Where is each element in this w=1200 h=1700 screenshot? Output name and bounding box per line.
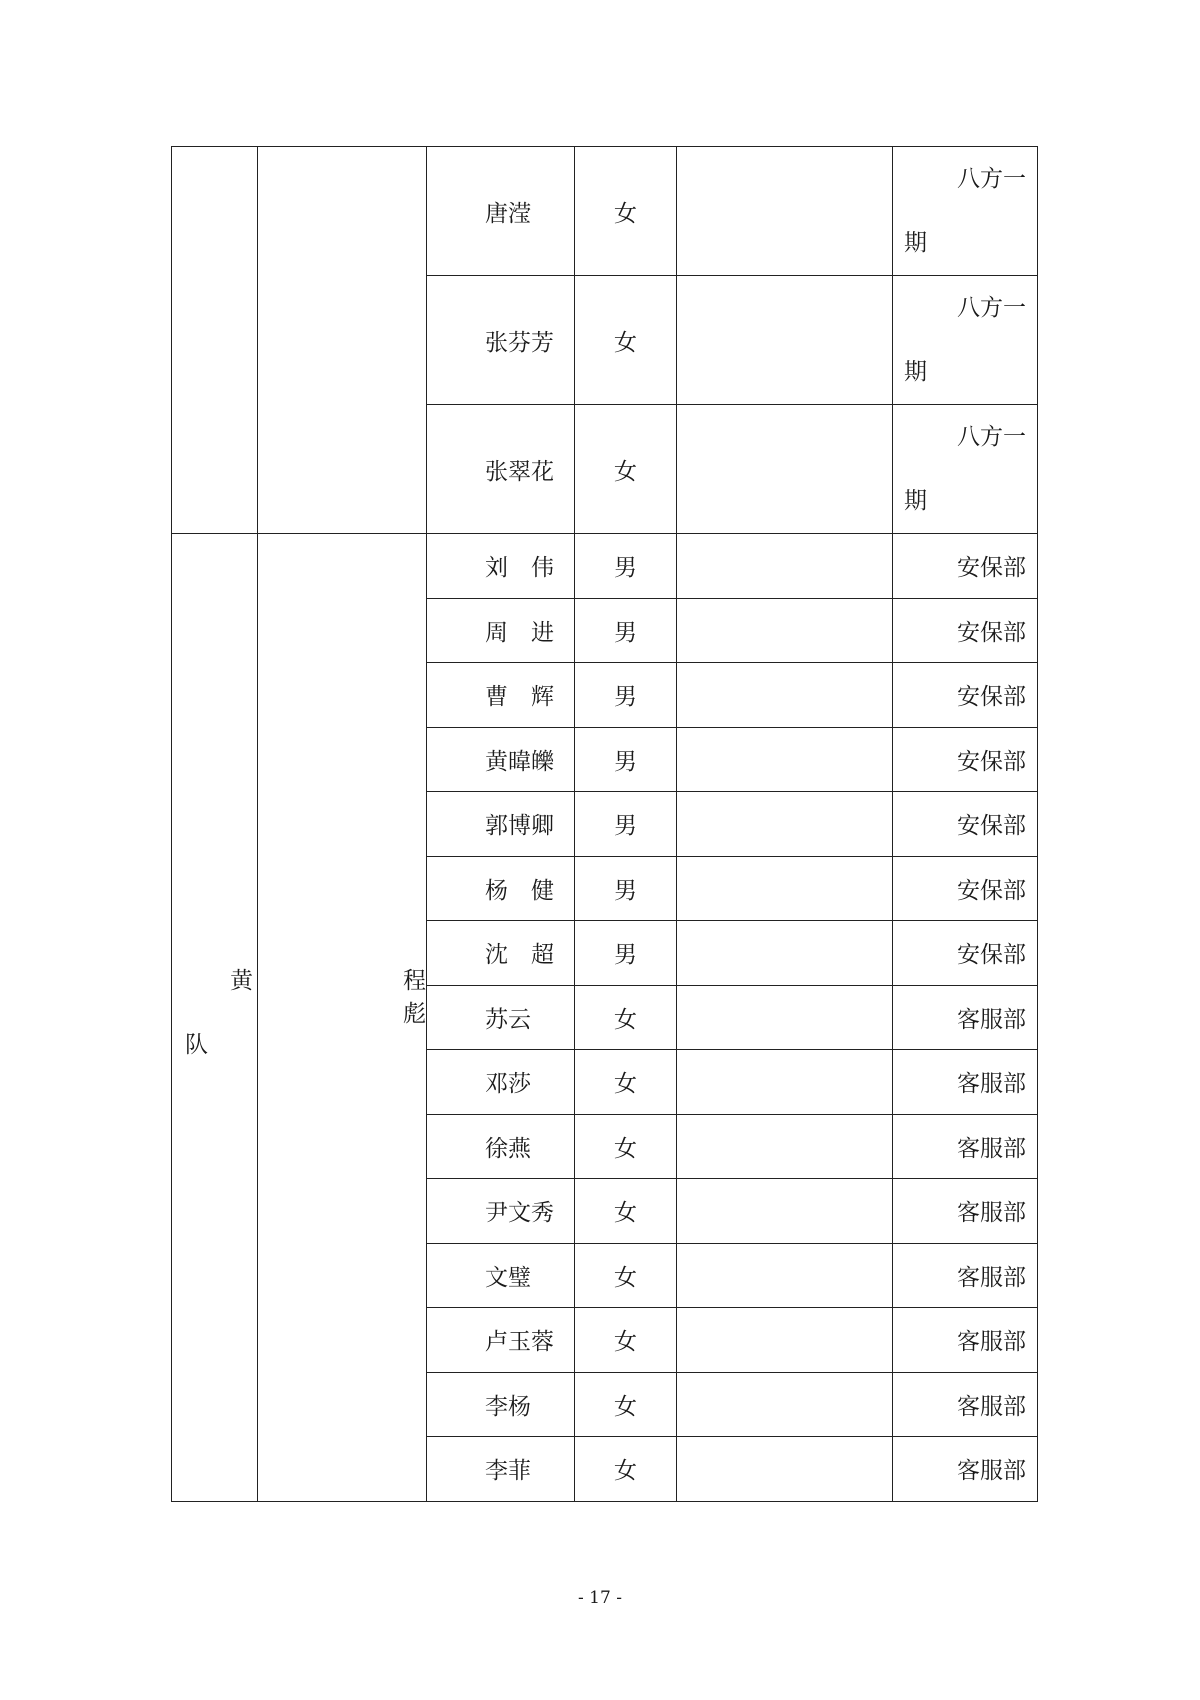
department-line1: 八方一	[957, 424, 1026, 450]
name-cell: 张芬芳	[427, 276, 575, 405]
department-cell: 客服部	[893, 1308, 1038, 1373]
department-line2: 期	[904, 359, 927, 385]
name-cell: 尹文秀	[427, 1179, 575, 1244]
gender-cell: 男	[575, 856, 677, 921]
name-cell: 沈 超	[427, 921, 575, 986]
gender-cell: 女	[575, 1050, 677, 1115]
gender-cell: 男	[575, 663, 677, 728]
department-cell	[893, 147, 1038, 276]
note-cell	[677, 1437, 893, 1502]
gender-cell: 女	[575, 276, 677, 405]
leader-cell	[258, 534, 427, 1502]
note-cell	[677, 1179, 893, 1244]
name-cell: 曹 辉	[427, 663, 575, 728]
note-cell	[677, 792, 893, 857]
note-cell	[677, 534, 893, 599]
note-cell	[677, 1114, 893, 1179]
gender-cell: 女	[575, 1437, 677, 1502]
name-cell: 李杨	[427, 1372, 575, 1437]
note-cell	[677, 1243, 893, 1308]
department-cell: 安保部	[893, 663, 1038, 728]
name-cell: 杨 健	[427, 856, 575, 921]
name-cell: 文璧	[427, 1243, 575, 1308]
note-cell	[677, 1308, 893, 1373]
gender-cell: 男	[575, 792, 677, 857]
note-cell	[677, 405, 893, 534]
department-cell: 安保部	[893, 534, 1038, 599]
department-cell: 客服部	[893, 1243, 1038, 1308]
gender-cell: 女	[575, 1308, 677, 1373]
department-line1: 八方一	[957, 166, 1026, 192]
name-cell: 黄暐皪	[427, 727, 575, 792]
team-label-part2: 队	[185, 1032, 208, 1058]
department-cell: 安保部	[893, 921, 1038, 986]
gender-cell: 男	[575, 727, 677, 792]
gender-cell: 女	[575, 985, 677, 1050]
note-cell	[677, 598, 893, 663]
note-cell	[677, 1050, 893, 1115]
team-leader-name: 程彪	[403, 968, 426, 1027]
department-cell	[893, 405, 1038, 534]
department-line1: 八方一	[957, 295, 1026, 321]
gender-cell: 女	[575, 1114, 677, 1179]
department-cell: 客服部	[893, 985, 1038, 1050]
gender-cell: 女	[575, 405, 677, 534]
note-cell	[677, 921, 893, 986]
gender-cell: 男	[575, 598, 677, 663]
name-cell: 刘 伟	[427, 534, 575, 599]
department-cell: 客服部	[893, 1179, 1038, 1244]
note-cell	[677, 147, 893, 276]
note-cell	[677, 276, 893, 405]
gender-cell: 女	[575, 1243, 677, 1308]
note-cell	[677, 1372, 893, 1437]
name-cell: 邓莎	[427, 1050, 575, 1115]
name-cell: 唐滢	[427, 147, 575, 276]
gender-cell: 男	[575, 534, 677, 599]
leader-cell-empty	[258, 147, 427, 534]
name-cell: 张翠花	[427, 405, 575, 534]
department-cell: 客服部	[893, 1372, 1038, 1437]
name-cell: 周 进	[427, 598, 575, 663]
gender-cell: 男	[575, 921, 677, 986]
gender-cell: 女	[575, 1372, 677, 1437]
note-cell	[677, 856, 893, 921]
note-cell	[677, 985, 893, 1050]
department-cell: 安保部	[893, 792, 1038, 857]
gender-cell: 女	[575, 147, 677, 276]
note-cell	[677, 727, 893, 792]
name-cell: 苏云	[427, 985, 575, 1050]
department-cell	[893, 276, 1038, 405]
department-cell: 客服部	[893, 1114, 1038, 1179]
name-cell: 徐燕	[427, 1114, 575, 1179]
department-cell: 安保部	[893, 856, 1038, 921]
department-cell: 客服部	[893, 1050, 1038, 1115]
roster-table	[171, 146, 1038, 1502]
department-line2: 期	[904, 488, 927, 514]
table-row	[172, 147, 1038, 276]
roster-body	[172, 147, 1038, 1502]
department-line2: 期	[904, 230, 927, 256]
gender-cell: 女	[575, 1179, 677, 1244]
team-cell	[172, 534, 258, 1502]
department-cell: 客服部	[893, 1437, 1038, 1502]
name-cell: 李菲	[427, 1437, 575, 1502]
team-label-part1: 黄	[230, 968, 253, 994]
page-number: - 17 -	[578, 1588, 622, 1608]
name-cell: 卢玉蓉	[427, 1308, 575, 1373]
department-cell: 安保部	[893, 727, 1038, 792]
name-cell: 郭博卿	[427, 792, 575, 857]
team-cell-empty	[172, 147, 258, 534]
department-cell: 安保部	[893, 598, 1038, 663]
table-row	[172, 534, 1038, 599]
note-cell	[677, 663, 893, 728]
